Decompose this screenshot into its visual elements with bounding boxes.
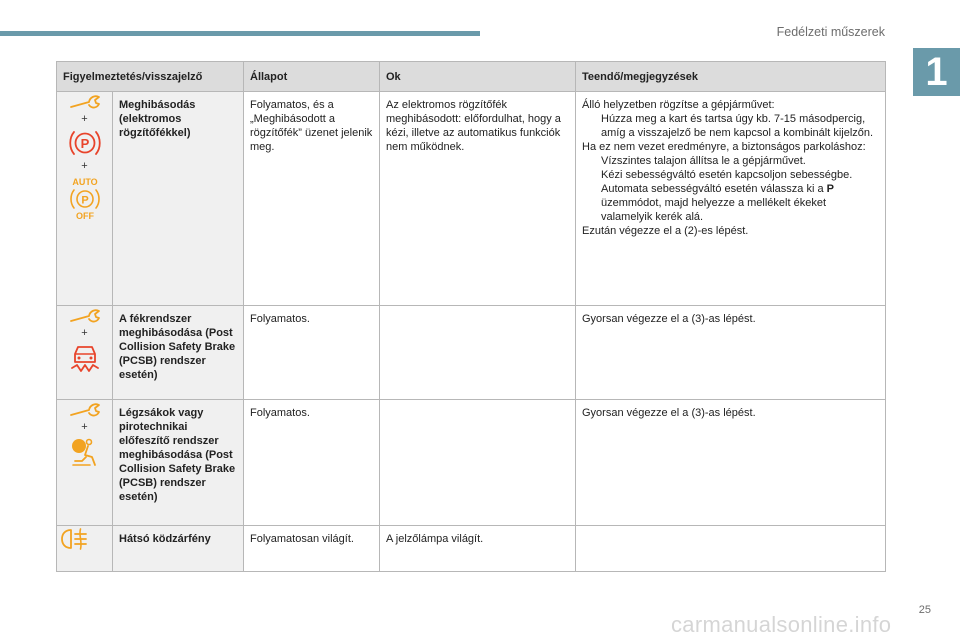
cause-text: A jelzőlámpa világít. [380, 526, 576, 572]
bullet-text: Húzza meg a kart és tartsa úgy kb. 7-15 másodpercig, amíg a visszajelző be nem kapcsol a kombinált kijelzőn. [601, 113, 874, 139]
cause-text [380, 400, 576, 526]
action-text: Gyorsan végezze el a (3)-as lépést. [576, 306, 886, 400]
column-header-cause: Ok [380, 62, 576, 92]
action-intro: Álló helyzetben rögzítse a gépjárművet: [582, 99, 775, 111]
auto-parking-off-icon [68, 176, 102, 222]
action-bullet [582, 168, 879, 182]
off-label: OFF [75, 211, 94, 221]
bullet-text-part: Automata sebességváltó esetén válassza ki a [601, 183, 827, 195]
plus-sign: + [81, 421, 88, 433]
section-title: Fedélzeti műszerek [776, 25, 885, 39]
action-cell [576, 92, 886, 306]
table-row [57, 92, 886, 306]
auto-label: AUTO [71, 177, 98, 187]
bullet-text-part: üzemmódot, majd helyezze a mellékelt ékeket valamelyik kerék alá. [601, 197, 826, 223]
bullet-glyph [582, 168, 601, 182]
action-bullet [582, 112, 879, 140]
column-header-action: Teendő/megjegyzések [576, 62, 886, 92]
column-header-warning: Figyelmeztetés/visszajelző [57, 62, 244, 92]
icon-cell [57, 526, 113, 572]
warning-name: Hátsó ködzárfény [113, 526, 244, 572]
icon-cell [57, 400, 113, 526]
table-row [57, 400, 886, 526]
wrench-icon [68, 92, 102, 114]
action-text: Gyorsan végezze el a (3)-as lépést. [576, 400, 886, 526]
bullet-glyph [582, 112, 601, 140]
state-text: Folyamatos, és a „Meghibásodott a rögzítőfék” üzenet jelenik meg. [244, 92, 380, 306]
icon-cell [57, 306, 113, 400]
parking-brake-fault-icon [68, 128, 102, 158]
parking-p-letter: P [80, 136, 89, 151]
bullet-text [601, 182, 879, 224]
auto-p-letter: P [80, 194, 89, 207]
watermark: carmanualsonline.info [671, 612, 892, 637]
chapter-number-badge: 1 [913, 48, 960, 96]
gear-p-label: P [826, 183, 834, 195]
header-accent-bar [0, 31, 480, 36]
table-row [57, 306, 886, 400]
plus-sign: + [81, 160, 88, 172]
wrench-icon [68, 400, 102, 422]
column-header-state: Állapot [244, 62, 380, 92]
bullet-text: Vízszintes talajon állítsa le a gépjárművet. [601, 155, 806, 167]
warning-lights-table [56, 61, 886, 572]
bullet-glyph [582, 154, 601, 168]
cause-text: Az elektromos rögzítőfék meghibásodott: előfordulhat, hogy a kézi, illetve az automatikus funkciók nem működnek. [380, 92, 576, 306]
action-mid: Ha ez nem vezet eredményre, a biztonságos parkoláshoz: [582, 141, 866, 153]
icon-cell [57, 92, 113, 306]
bullet-text: Kézi sebességváltó esetén kapcsoljon sebességbe. [601, 169, 853, 181]
state-text: Folyamatos. [244, 400, 380, 526]
collision-brake-icon [68, 342, 102, 376]
plus-sign: + [81, 327, 88, 339]
action-bullet [582, 154, 879, 168]
warning-name: Meghibásodás (elektromos rögzítőfékkel) [113, 92, 244, 306]
table-row [57, 526, 886, 572]
action-bullet [582, 182, 879, 224]
state-text: Folyamatos. [244, 306, 380, 400]
plus-sign: + [81, 113, 88, 125]
bullet-glyph [582, 182, 601, 224]
rear-fog-light-icon [57, 526, 91, 552]
airbag-icon [68, 436, 102, 470]
warning-name: A fékrendszer meghibásodása (Post Collision Safety Brake (PCSB) rendszer esetén) [113, 306, 244, 400]
table-header-row [57, 62, 886, 92]
state-text: Folyamatosan világít. [244, 526, 380, 572]
action-text [576, 526, 886, 572]
action-outro: Ezután végezze el a (2)-es lépést. [582, 225, 749, 237]
warning-name: Légzsákok vagy pirotechnikai előfeszítő rendszer meghibásodása (Post Collision Safety Brake (PCSB) rendszer esetén) [113, 400, 244, 526]
page-number: 25 [918, 604, 931, 616]
cause-text [380, 306, 576, 400]
wrench-icon [68, 306, 102, 328]
